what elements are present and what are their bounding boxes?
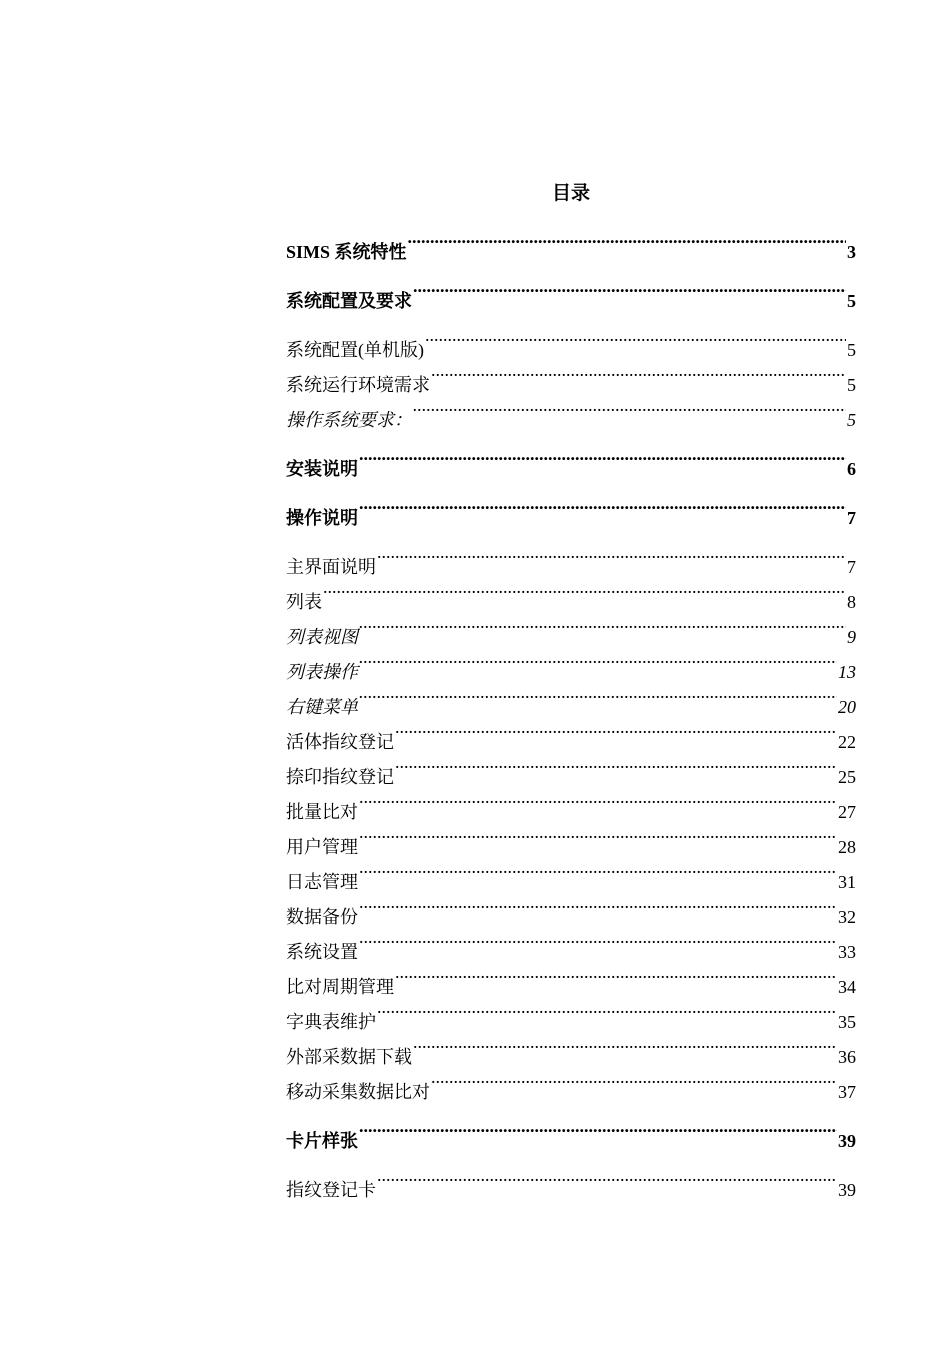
toc-entry-label: 指纹登记卡	[286, 1180, 376, 1200]
toc-entry-label: 字典表维护	[286, 1012, 376, 1032]
toc-entry-label: 卡片样张	[286, 1131, 358, 1151]
toc-entry-label: 安装说明	[286, 459, 358, 479]
toc-entry-page: 8	[847, 592, 856, 612]
toc-dot-leader	[377, 998, 837, 1028]
toc-dot-leader	[413, 396, 846, 426]
toc-dot-leader	[359, 788, 837, 818]
toc-entry-page: 31	[838, 872, 856, 892]
toc-entry-page: 7	[847, 557, 856, 577]
toc-entry-page: 5	[847, 340, 856, 360]
toc-entry-label: 操作系统要求：	[286, 410, 412, 430]
toc-title: 目录	[551, 183, 590, 204]
toc-dot-leader	[395, 753, 837, 783]
toc-entry[interactable]	[286, 893, 856, 928]
toc-dot-leader	[359, 928, 837, 958]
toc-dot-leader	[377, 543, 846, 573]
toc-entry[interactable]	[286, 753, 856, 788]
toc-entry-page: 32	[838, 907, 856, 927]
toc-entry[interactable]	[286, 578, 856, 613]
toc-entry-page: 13	[838, 662, 856, 682]
toc-entry[interactable]	[286, 396, 856, 431]
toc-entry-page: 37	[838, 1082, 856, 1102]
toc-entry-page: 5	[847, 291, 856, 311]
toc-entry[interactable]	[286, 788, 856, 823]
toc-entry-page: 39	[838, 1131, 856, 1151]
toc-entry-page: 39	[838, 1180, 856, 1200]
toc-entry[interactable]	[286, 1166, 856, 1201]
toc-entry-page: 3	[847, 242, 856, 262]
toc-entry[interactable]	[286, 963, 856, 998]
toc-entry[interactable]	[286, 1117, 856, 1152]
toc-entry-label: 日志管理	[286, 872, 358, 892]
toc-entry[interactable]	[286, 543, 856, 578]
toc-entry-label: 数据备份	[286, 907, 358, 927]
toc-entry-label: 系统运行环境需求	[286, 375, 430, 395]
toc-entry[interactable]	[286, 613, 856, 648]
toc-entry-page: 28	[838, 837, 856, 857]
toc-dot-leader	[359, 683, 837, 713]
toc-entry-label: 系统配置(单机版)	[286, 340, 424, 360]
toc-dot-leader	[431, 361, 846, 391]
toc-dot-leader	[431, 1068, 837, 1098]
toc-dot-leader	[359, 893, 837, 923]
toc-entry-label: 批量比对	[286, 802, 358, 822]
toc-entry-page: 5	[847, 410, 856, 430]
toc-dot-leader	[395, 718, 837, 748]
toc-dot-leader	[359, 648, 837, 678]
toc-dot-leader	[359, 823, 837, 853]
toc-entry-label: 用户管理	[286, 837, 358, 857]
toc-entry-label: 右键菜单	[286, 697, 358, 717]
toc-dot-leader	[359, 858, 837, 888]
toc-dot-leader	[359, 613, 846, 643]
toc-dot-leader	[323, 578, 846, 608]
toc-entry[interactable]	[286, 858, 856, 893]
toc-dot-leader	[395, 963, 837, 993]
toc-entry[interactable]	[286, 228, 856, 263]
toc-entry-label: 比对周期管理	[286, 977, 394, 997]
toc-entry-page: 20	[838, 697, 856, 717]
toc-dot-leader	[359, 494, 846, 524]
toc-entry[interactable]	[286, 928, 856, 963]
toc-entry-label: 外部采数据下载	[286, 1047, 412, 1067]
toc-entry[interactable]	[286, 277, 856, 312]
toc-entry[interactable]	[286, 718, 856, 753]
toc-entry[interactable]	[286, 648, 856, 683]
toc-entry-label: 捺印指纹登记	[286, 767, 394, 787]
toc-dot-leader	[359, 1117, 837, 1147]
toc-entry-label: 操作说明	[286, 508, 358, 528]
toc-entry[interactable]	[286, 1068, 856, 1103]
toc-entry[interactable]	[286, 361, 856, 396]
toc-entry[interactable]	[286, 998, 856, 1033]
toc-entry-label: 系统配置及要求	[286, 291, 412, 311]
toc-entry-label: 系统设置	[286, 942, 358, 962]
toc-dot-leader	[377, 1166, 837, 1196]
toc-entry-page: 35	[838, 1012, 856, 1032]
toc-entry-page: 7	[847, 508, 856, 528]
toc-dot-leader	[408, 228, 846, 258]
toc-dot-leader	[413, 277, 846, 307]
toc-entry-label: 列表视图	[286, 627, 358, 647]
toc-entry-label: 列表操作	[286, 662, 358, 682]
toc-dot-leader	[413, 1033, 837, 1063]
toc-entry-page: 22	[838, 732, 856, 752]
toc-entry[interactable]	[286, 683, 856, 718]
toc-entry-page: 27	[838, 802, 856, 822]
toc-entry-label: 主界面说明	[286, 557, 376, 577]
toc-entry[interactable]	[286, 494, 856, 529]
toc-entry-page: 6	[847, 459, 856, 479]
toc-entry[interactable]	[286, 823, 856, 858]
toc-entry-page: 5	[847, 375, 856, 395]
toc-entry-label: 移动采集数据比对	[286, 1082, 430, 1102]
toc-entry-label: 列表	[286, 592, 322, 612]
toc-entry[interactable]	[286, 1033, 856, 1068]
toc-entry[interactable]	[286, 445, 856, 480]
toc-entry-page: 25	[838, 767, 856, 787]
toc-entry[interactable]	[286, 326, 856, 361]
table-of-contents	[286, 228, 856, 1201]
toc-entry-page: 9	[847, 627, 856, 647]
toc-entry-label: 活体指纹登记	[286, 732, 394, 752]
toc-entry-page: 34	[838, 977, 856, 997]
toc-entry-page: 36	[838, 1047, 856, 1067]
toc-dot-leader	[359, 445, 846, 475]
toc-entry-page: 33	[838, 942, 856, 962]
toc-dot-leader	[425, 326, 846, 356]
toc-entry-label: SIMS 系统特性	[286, 242, 407, 262]
